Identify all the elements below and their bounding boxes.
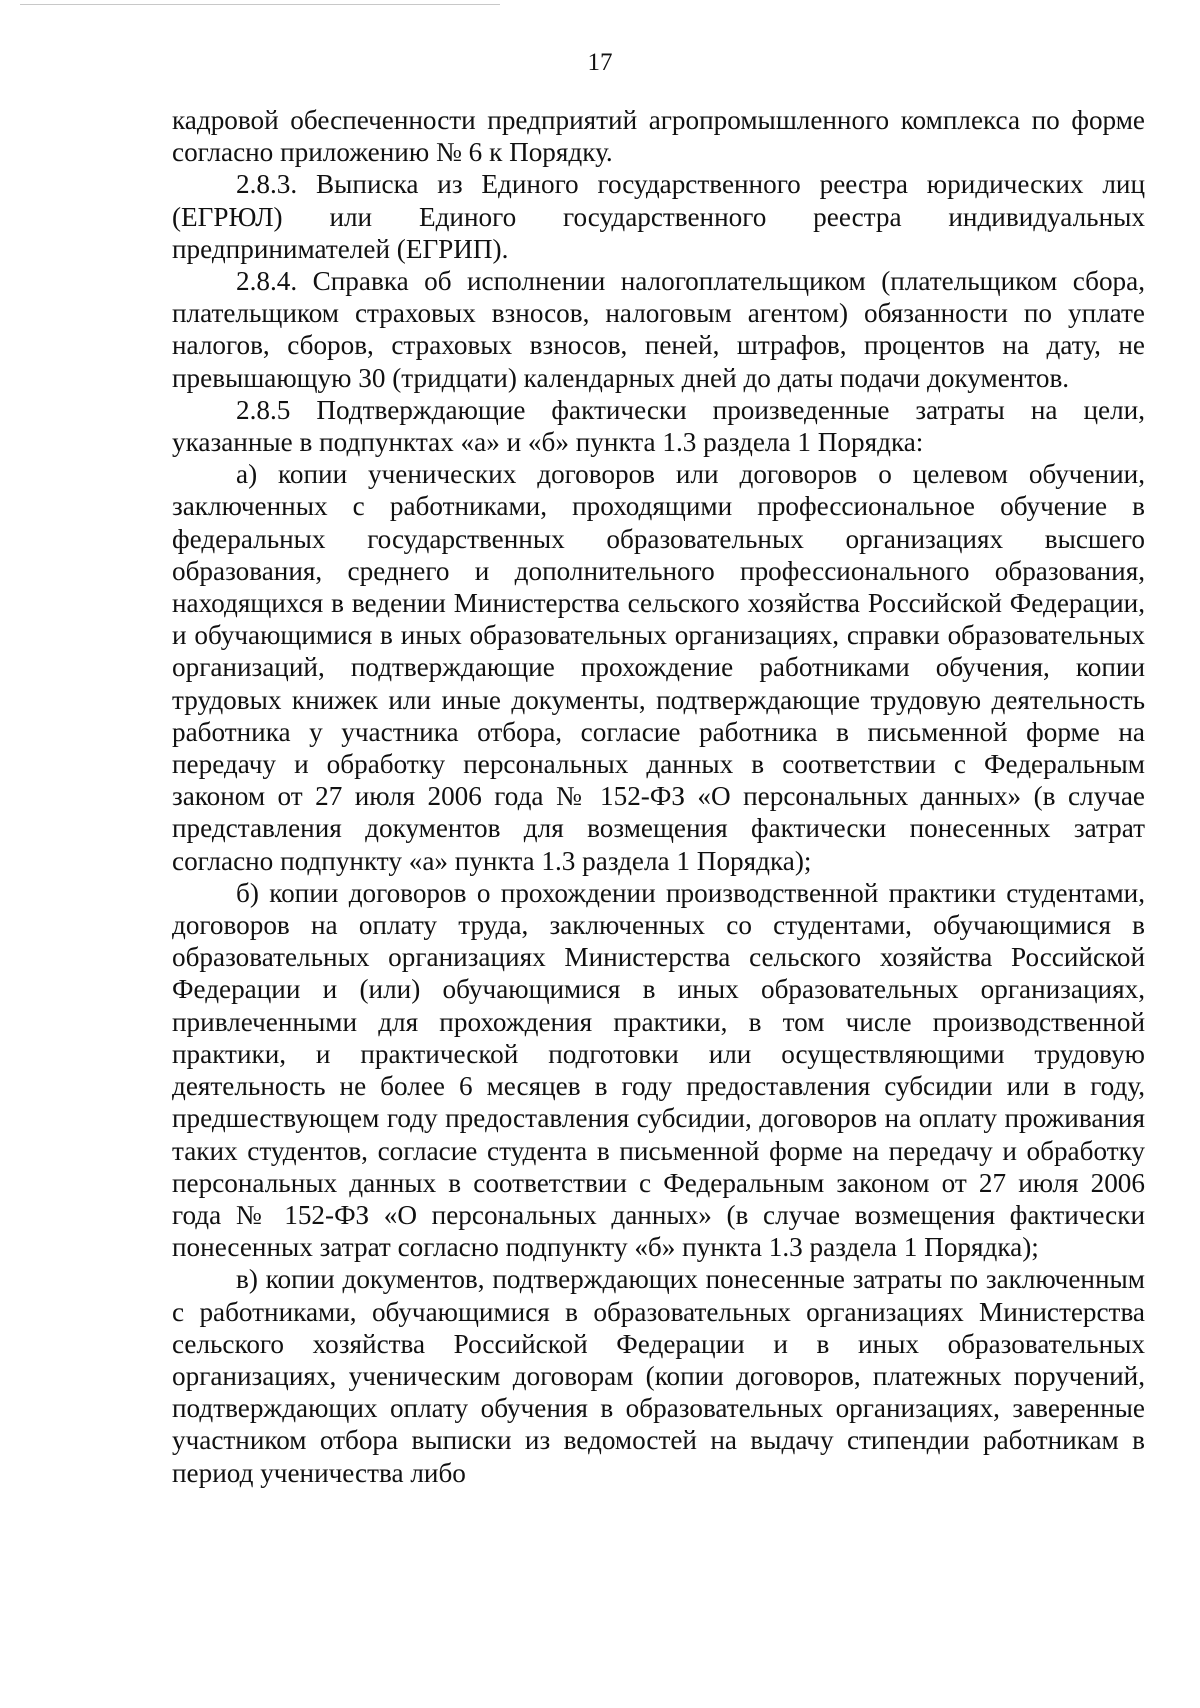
scan-edge-line <box>20 4 500 5</box>
paragraph-subitem-a: а) копии ученических договоров или договоров о целевом обучении, заключенных с работниками, проходящими профессиональное обучение в федеральных государственных образовательных организациях высшего образования, среднего и дополнительного профессионального образования, находящихся в ведении Министерства сельского хозяйства Российской Федерации, и обучающимися в иных образовательных организациях, справки образовательных организаций, подтверждающие прохождение работниками обучения, копии трудовых книжек или иные документы, подтверждающие трудовую деятельность работника у участника отбора, согласие работника в письменной форме на передачу и обработку персональных данных в соответствии с Федеральным законом от 27 июля 2006 года № 152-ФЗ «О персональных данных» (в случае представления документов для возмещения фактически понесенных затрат согласно подпункту «а» пункта 1.3 раздела 1 Порядка); <box>172 459 1145 876</box>
page-number: 17 <box>587 49 613 76</box>
paragraph-personnel-continuation: кадровой обеспеченности предприятий агропромышленного комплекса по форме согласно приложению № 6 к Порядку. <box>172 105 1145 168</box>
scan-top-edge <box>0 0 1200 6</box>
paragraph-subitem-v: в) копии документов, подтверждающих понесенные затраты по заключенным с работниками, обучающимися в образовательных организациях Министерства сельского хозяйства Российской Федерации и в иных образовательных организациях, ученическим договорам (копии договоров, платежных поручений, подтверждающих оплату обучения в образовательных организациях, заверенные участником отбора выписки из ведомостей на выдачу стипендии работникам в период ученичества либо <box>172 1264 1145 1488</box>
paragraph-item-2-8-3: 2.8.3. Выписка из Единого государственного реестра юридических лиц (ЕГРЮЛ) или Единого государственного реестра индивидуальных предпринимателей (ЕГРИП). <box>172 169 1145 264</box>
paragraph-subitem-b: б) копии договоров о прохождении производственной практики студентами, договоров на оплату труда, заключенных со студентами, обучающимися в образовательных организациях Министерства сельского хозяйства Российской Федерации и (или) обучающимися в иных образовательных организациях, привлеченными для прохождения практики, в том числе производственной практики, и практической подготовки или осуществляющими трудовую деятельность не более 6 месяцев в году предоставления субсидии или в году, предшествующем году предоставления субсидии, договоров на оплату проживания таких студентов, согласие студента в письменной форме на передачу и обработку персональных данных в соответствии с Федеральным законом от 27 июля 2006 года № 152-ФЗ «О персональных данных» (в случае возмещения фактически понесенных затрат согласно подпункту «б» пункта 1.3 раздела 1 Порядка); <box>172 877 1145 1263</box>
paragraph-item-2-8-5: 2.8.5 Подтверждающие фактически произведенные затраты на цели, указанные в подпунктах «а» и «б» пункта 1.3 раздела 1 Порядка: <box>172 394 1145 458</box>
paragraph-item-2-8-4: 2.8.4. Справка об исполнении налогоплательщиком (плательщиком сбора, плательщиком страховых взносов, налоговым агентом) обязанности по уплате налогов, сборов, страховых взносов, пеней, штрафов, процентов на дату, не превышающую 30 (тридцати) календарных дней до даты подачи документов. <box>172 266 1145 393</box>
document-body <box>172 104 1145 1489</box>
